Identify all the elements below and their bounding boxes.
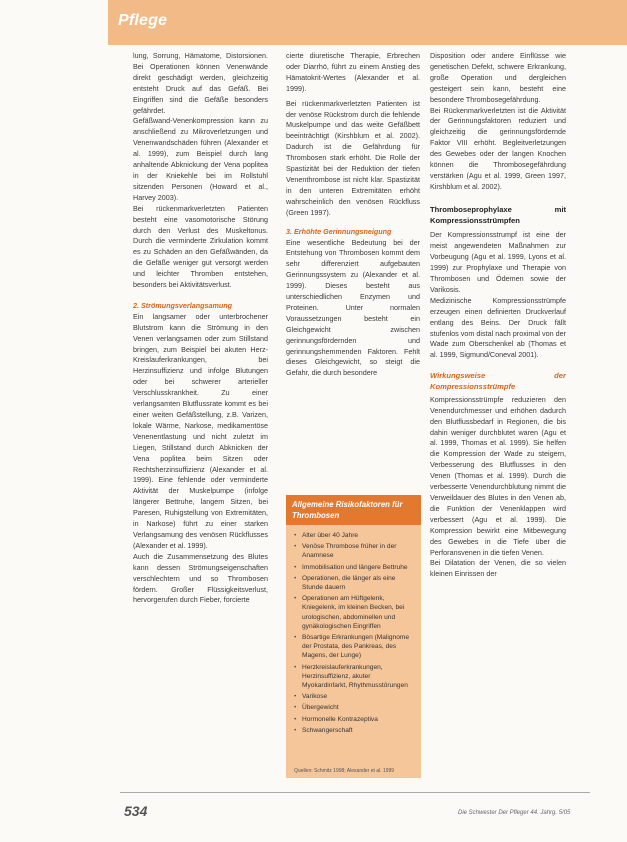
list-item: • Operationen am Hüftgelenk, Kniegelenk, im kleinen Becken, bei urologischen, abdominellen und gynäkologischen Eingriffen bbox=[294, 594, 415, 631]
page-number: 534 bbox=[124, 803, 148, 819]
paragraph: Bei rückenmarkverletzten Patienten besteht eine vasomotorische Störung durch den Verlust des Muskeltonus. Durch die verminderte Zirkulation kommt es zu Schäden an den Gefäßwänden, da die Gefäße weniger gut versorgt werden und leichter Thromben entstehen, besonders bei Aktivitätsverlust. bbox=[133, 203, 268, 290]
box-source: Quellen: Schmitz 1998; Alexander et al. 1999 bbox=[294, 768, 395, 774]
list-item: • Herzkreislauferkrankungen, Herzinsuffizienz, akuter Myokardinfarkt, Rhythmusstörungen bbox=[294, 663, 415, 691]
paragraph: Disposition oder andere Einflüsse wie genetischen Defekt, schwere Erkrankung, große Operation und dergleichen gesteigert sein kann, besteht eine besondere Thrombosegefährdung. bbox=[430, 51, 566, 104]
footer-rule bbox=[120, 792, 590, 793]
column-left bbox=[133, 51, 268, 784]
paragraph: Bei Rückenmarkverletzten ist die Aktivität der Gerinnungsfaktoren reduziert und gleichzeitig die gerinnungsfördernde Faktor VIII erhöht. Begleitverletzungen des Gewebes oder der langen Knochen können die Thrombosegefährdung verstärken (Agu et al. 1999, Green 1997, Kirshblum et al. 2002). bbox=[430, 105, 566, 191]
paragraph: cierte diuretische Therapie, Erbrechen oder Diarrhö, führt zu einem Anstieg des Hämatokrit-Wertes (Alexander et al. 1999). bbox=[286, 51, 420, 93]
section-heading: Wirkungsweise der Kompressionsstrümpfe bbox=[430, 371, 566, 392]
risk-factor-list bbox=[286, 531, 421, 735]
list-item: • Venöse Thrombose früher in der Anamnese bbox=[294, 542, 415, 560]
section-title: Pflege bbox=[118, 12, 168, 29]
list-item: • Varikose bbox=[294, 692, 415, 701]
section-heading: 3. Erhöhte Gerinnungsneigung bbox=[286, 226, 392, 236]
paragraph: Kompressionsstrümpfe reduzieren den Venendurchmesser und erhöhen dadurch den Blutflussbedarf in Regionen, die bis dahin weniger durchblutet waren (Agu et al. 1999, Thomas et al. 1999). Sie helfen die Kompression der Wade zu steigern, Verbesserung des Blutflusses in den Venen (Thomas et al. 1999). Durch die verbesserte Venendurchblutung nimmt die Verweildauer des Blutes in den Venen ab, die Funktion der Venenklappen wird verbessert (Agu et al. 1999). Die Kompression bewirkt eine Mitbewegung des Gewebes in die Tiefe über die Perforansvenen in die tiefen Venen. bbox=[430, 394, 566, 557]
list-item: • Alter über 40 Jahre bbox=[294, 531, 415, 540]
list-item: • Hormonelle Kontrazeptiva bbox=[294, 715, 415, 724]
paragraph: Auch die Zusammensetzung des Blutes kann dessen Strömungseigenschaften verschlechtern und so Thrombosen fördern. Großer Flüssigkeitsverlust, hervorgerufen durch Fieber, forcierte bbox=[133, 551, 268, 605]
paragraph: Ein langsamer oder unterbrochener Blutstrom kann die Strömung in den Venen verlangsamen oder zum Stillstand bringen, zum Beispiel bei akuten Herz-Kreislauferkrankungen, bei Herzinsuffizienz und infolge Blutungen oder bei schwerer arterieller Verschlusskrankheit. Zu einer verlangsamten Blutflussrate kommt es bei einer weiten Gefäßstellung, z.B. Varizen, lokale Wärme, Narkose, medikamentöse Venenentlastung und nicht zuletzt im Liegen, Stillstand durch Abknicken der Vena poplitea beim Sitzen oder Rechtsherzinsuffizienz (Alexander et al. 1999). Eine fehlende oder verminderte Aktivität der Muskelpumpe (infolge längerer Bettruhe, langem Sitzen, bei Paresen, Ruhigstellung von Extremitäten, in Narkose) führt zu einer starken Verlangsamung des venösen Rückflusses (Alexander et al. 1999). bbox=[133, 311, 268, 550]
list-item: • Immobilisation und längere Bettruhe bbox=[294, 563, 415, 572]
column-right bbox=[430, 51, 566, 786]
header-band bbox=[108, 0, 627, 45]
paragraph: Bei Dilatation der Venen, die so vielen kleinen Einrissen der bbox=[430, 558, 566, 579]
list-item: • Übergewicht bbox=[294, 703, 415, 712]
section-heading: Thromboseprophylaxe mit Kompressionsstrümpfen bbox=[430, 204, 566, 225]
list-item: • Schwangerschaft bbox=[294, 726, 415, 735]
paragraph: lung, Sorrung, Hämatome, Distorsionen. Bei Operationen können Venenwände direkt geschädigt werden, gleichzeitig entsteht Druck auf das Gefäß. Bei Eingriffen sind die Gefäße besonders gefährdet. bbox=[133, 51, 268, 115]
box-title: Allgemeine Risikofaktoren für Thrombosen bbox=[286, 495, 421, 525]
paragraph: Bei rückenmarkverletzten Patienten ist der venöse Rückstrom durch die fehlende Muskelpumpe und das weite Gefäßbett beeinträchtigt (Kirshblum et al. 2002). Dadurch ist die Gefährdung für Thrombosen stark erhöht. Die Rolle der Spastizität bei der Reduktion der tiefen Venenthrombose ist nicht klar. Spastizität in den unteren Extremitäten erhöht wahrscheinlich den venösen Rückfluss (Green 1997). bbox=[286, 98, 420, 217]
paragraph: Der Kompressionsstrumpf ist eine der meist angewendeten Maßnahmen zur Vorbeugung (Agu et al. 1999, Lyons et al. 1999) zur Prophylaxe und Therapie von Thrombosen und Ödemen sowie der Varikosis. bbox=[430, 230, 566, 294]
paragraph: Eine wesentliche Bedeutung bei der Entstehung von Thrombosen kommt dem sehr differenziert aufgebauten Gerinnungssystem zu (Alexander et al. 1999). Dieses besteht aus unterschiedlichen Enzymen und Proteinen. Unter normalen Voraussetzungen besteht ein Gleichgewicht zwischen gerinnungsfördernden und gerinnungshemmenden Faktoren. Fehlt dieses Gleichgewicht, so steigt die Gefahr, die durch besondere bbox=[286, 237, 420, 378]
list-item: • Bösartige Erkrankungen (Malignome der Prostata, des Pankreas, des Magens, der Lunge) bbox=[294, 633, 415, 661]
risk-factors-box bbox=[286, 495, 421, 778]
list-item: • Operationen, die länger als eine Stunde dauern bbox=[294, 574, 415, 592]
section-heading: 2. Strömungsverlangsamung bbox=[133, 300, 233, 310]
journal-citation: Die Schwester Der Pfleger 44. Jahrg. 5/05 bbox=[458, 810, 571, 816]
paragraph: Medizinische Kompressionsstrümpfe erzeugen einen definierten Druckverlauf entlang des Beins. Der Druck fällt stufenlos vom distal nach proximal von der Wade zum Oberschenkel ab (Thomas et al. 1999, Sigmund/Coneval 2001). bbox=[430, 295, 566, 360]
paragraph: Gefäßwand-Venenkompression kann zu anschließend zu Mikroverletzungen und Venenwandschäden führen (Alexander et al. 1999), zum Beispiel durch lang anhaltende Abknickung der Vena poplitea in der Kniekehle bei im Rollstuhl sitzenden Personen (Howard et al., Harvey 2003). bbox=[133, 116, 268, 202]
